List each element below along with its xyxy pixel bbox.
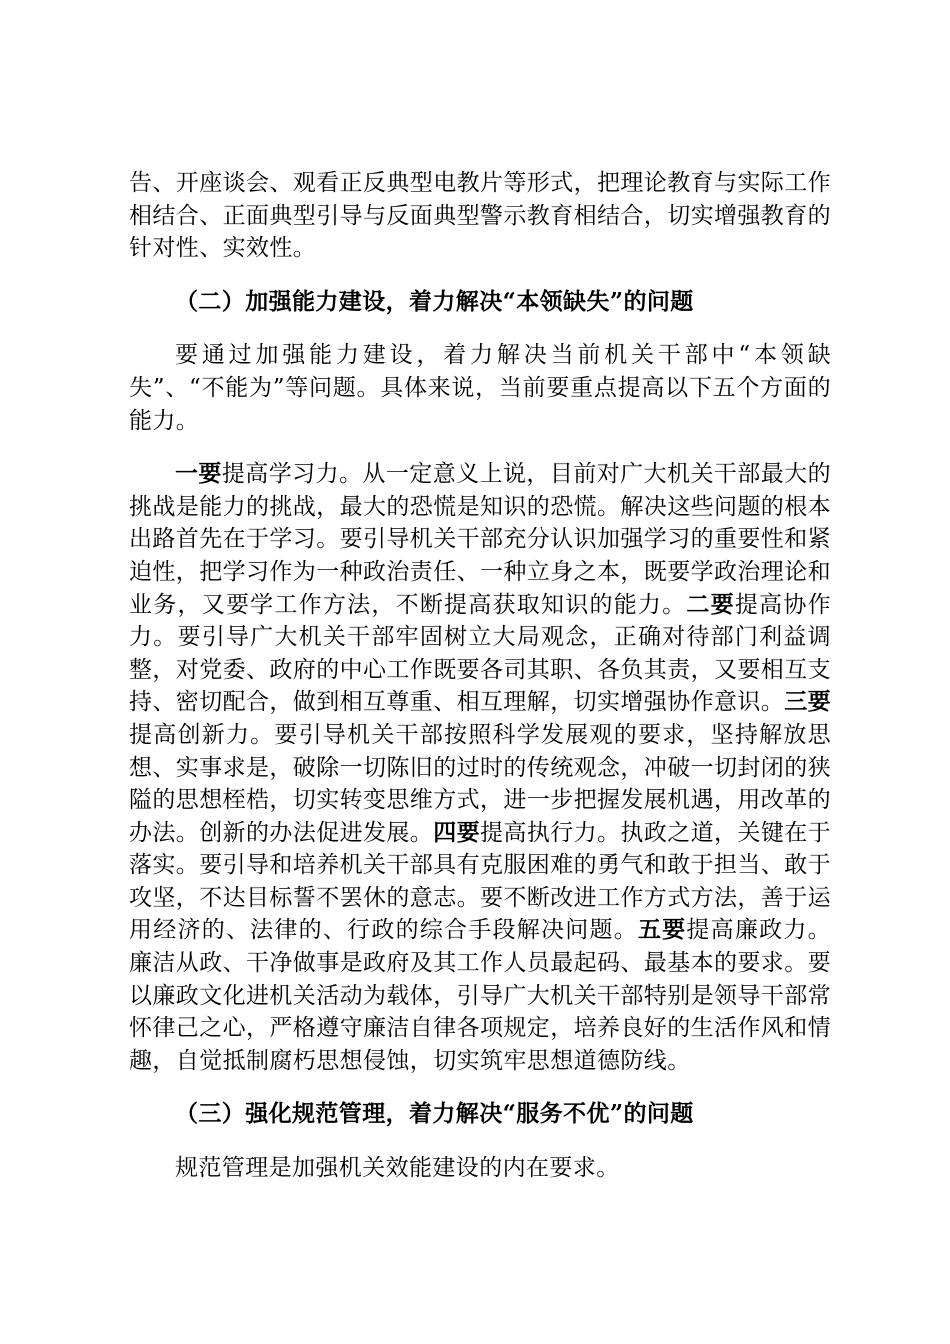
ability-keyword-5: 五要 (637, 916, 687, 944)
ability-keyword-4: 四要 (433, 818, 481, 846)
management-paragraph: 规范管理是加强机关效能建设的内在要求。 (175, 1155, 620, 1182)
five-abilities-paragraph (129, 458, 831, 1077)
ability-keyword-3: 三要 (784, 688, 832, 716)
ability-text-4: 提高执行力。执政之道，关键在于落实。要引导和培养机关干部具有克服困难的勇气和敢于担当、敢于攻坚，不达目标誓不罢休的意志。要不断改进工作方式方法，善于运用经济的、法律的、行政的综合手段解决问题。 (129, 819, 832, 944)
section-heading-2: （二）加强能力建设，着力解决“本领缺失”的问题 (175, 287, 694, 315)
ability-keyword-1: 一要 (175, 460, 222, 488)
document-page (129, 167, 831, 1185)
capability-intro-paragraph: 要通过加强能力建设，着力解决当前机关干部中“本领缺失”、“不能为”等问题。具体来说，当前要重点提高以下五个方面的能力。 (129, 342, 831, 434)
ability-text-1: 提高学习力。从一定意义上说，目前对广大机关干部最大的挑战是能力的挑战，最大的恐慌是知识的恐慌。解决这些问题的根本出路首先在于学习。要引导机关干部充分认识加强学习的重要性和紧迫性，把学习作为一种政治责任、一种立身之本，既要学政治理论和业务，又要学工作方法，不断提高获取知识的能力。 (129, 461, 831, 618)
section-heading-3: （三）强化规范管理，着力解决“服务不优”的问题 (175, 1100, 694, 1128)
ability-text-3: 提高创新力。要引导机关干部按照科学发展观的要求，坚持解放思想、实事求是，破除一切陈旧的过时的传统观念，冲破一切封闭的狭隘的思想桎梏，切实转变思维方式，进一步把握发展机遇，用改革的办法。创新的办法促进发展。 (129, 721, 831, 846)
ability-keyword-2: 二要 (686, 590, 735, 618)
intro-paragraph-tail: 告、开座谈会、观看正反典型电教片等形式，把理论教育与实际工作相结合、正面典型引导与反面典型警示教育相结合，切实增强教育的针对性、实效性。 (129, 170, 831, 262)
ability-text-2: 提高协作力。要引导广大机关干部牢固树立大局观念，正确对待部门利益调整，对党委、政府的中心工作既要各司其职、各负其责，又要相互支持、密切配合，做到相互尊重、相互理解，切实增强协作意识。 (129, 591, 831, 716)
ability-text-5: 提高廉政力。廉洁从政、干净做事是政府及其工作人员最起码、最基本的要求。要以廉政文化进机关活动为载体，引导广大机关干部特别是领导干部常怀律己之心，严格遵守廉洁自律各项规定，培养良好的生活作风和情趣，自觉抵制腐朽思想侵蚀，切实筑牢思想道德防线。 (129, 917, 831, 1074)
